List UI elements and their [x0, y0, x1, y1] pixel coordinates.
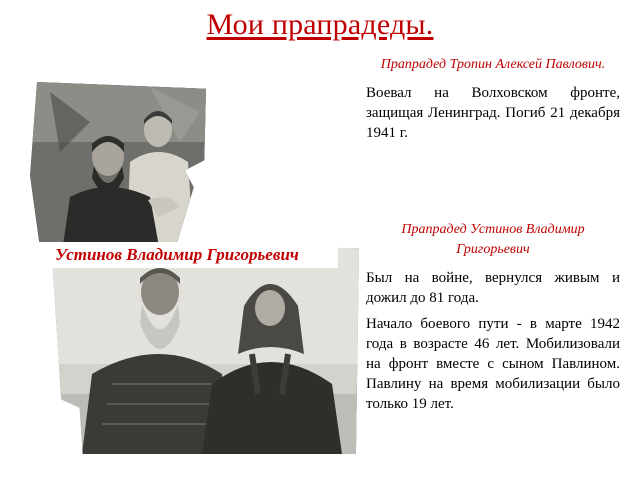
section-text-1: Был на войне, вернулся живым и дожил до 81 года. [366, 270, 620, 306]
photo-tropin [30, 82, 206, 252]
section-ustinov [366, 220, 620, 414]
section-tropin [366, 55, 620, 143]
page-title: Мои прапрадеды. [206, 8, 434, 41]
photo-caption: Устинов Владимир Григорьевич [16, 242, 338, 268]
section-text: Воевал на Волховском фронте, защищая Ленинград. Погиб 21 декабря 1941 г. [366, 85, 620, 141]
section-heading: Прапрадед Тропин Алексей Павлович. [380, 57, 606, 72]
section-text-2: Начало боевого пути - в марте 1942 года в возрасте 46 лет. Мобилизовали на фронт вместе с сыном Павлином. Павлину на время мобилизации было только 19 лет. [366, 316, 620, 412]
photo-ustinov [52, 244, 359, 454]
section-heading: Прапрадед Устинов Владимир Григорьевич [401, 222, 585, 257]
